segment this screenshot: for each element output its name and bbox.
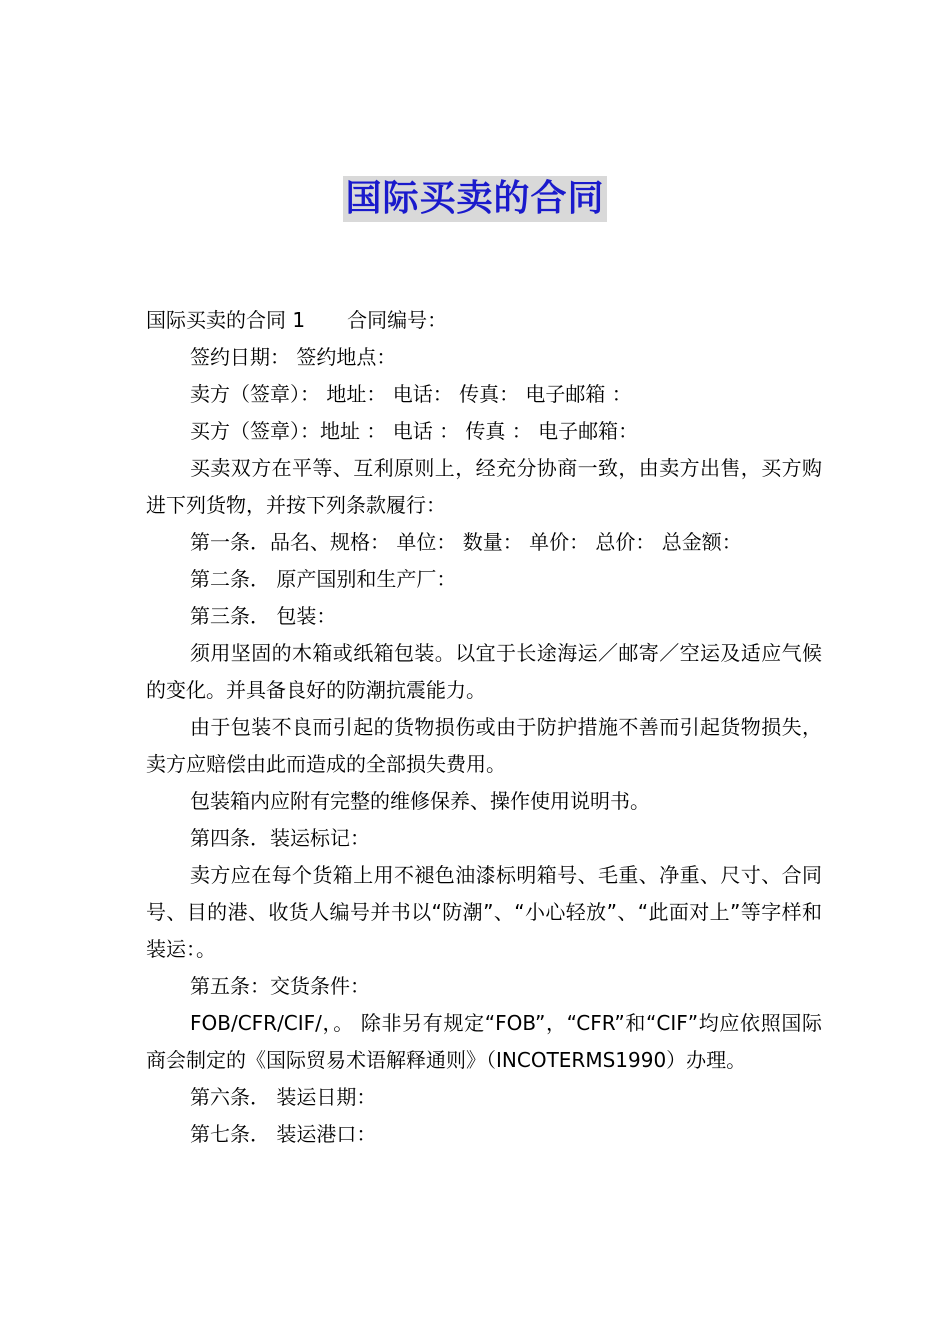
clause-5-heading: 第五条：交货条件： [190, 974, 370, 998]
clause-6-heading: 第六条． 装运日期： [190, 1085, 377, 1109]
clause-3-packing: 须用坚固的木箱或纸箱包装。以宜于长途海运／邮寄／空运及适应气候的变化。并具备良好的防潮抗震能力。 [146, 641, 822, 702]
title-container [0, 176, 950, 222]
clause-4-heading: 第四条．装运标记： [190, 826, 370, 850]
contract-number-label: 合同编号： [347, 308, 448, 332]
clause-3-manual: 包装箱内应附有完整的维修保养、操作使用说明书。 [190, 789, 650, 813]
document-title: 国际买卖的合同 [343, 176, 606, 222]
clause-7-heading: 第七条． 装运港口： [190, 1122, 377, 1146]
clause-2-heading: 第二条． 原产国别和生产厂： [190, 567, 457, 591]
paragraph-buyer-info: 买方（签章）：地址 ： 电话 ： 传真 ： 电子邮箱： [190, 419, 639, 443]
paragraph-preamble: 买卖双方在平等、互利原则上，经充分协商一致，由卖方出售，买方购进下列货物，并按下列条款履行： [146, 456, 822, 517]
paragraph-seller-info: 卖方（签章）： 地址： 电话： 传真： 电子邮箱 ： [190, 382, 632, 406]
clause-3-heading: 第三条． 包装： [190, 604, 337, 628]
document-body [146, 302, 822, 1153]
paragraph-signing-info: 签约日期： 签约地点： [190, 345, 397, 369]
clause-3-damage: 由于包装不良而引起的货物损伤或由于防护措施不善而引起货物损失，卖方应赔偿由此而造成的全部损失费用。 [146, 715, 822, 776]
clause-4-marking: 卖方应在每个货箱上用不褪色油漆标明箱号、毛重、净重、尺寸、合同号、目的港、收货人编号并书以“防潮”、“小心轻放”、“此面对上”等字样和装运：。 [146, 863, 822, 961]
contract-name-number: 国际买卖的合同 1 [146, 308, 306, 332]
clause-1-heading: 第一条．品名、规格： 单位： 数量： 单价： 总价： 总金额： [190, 530, 742, 554]
clause-5-terms: FOB/CFR/CIF/，。 除非另有规定“FOB”，“CFR”和“CIF”均应依照国际商会制定的《国际贸易术语解释通则》（INCOTERMS1990）办理。 [146, 1011, 822, 1072]
contract-header-line [146, 302, 822, 339]
